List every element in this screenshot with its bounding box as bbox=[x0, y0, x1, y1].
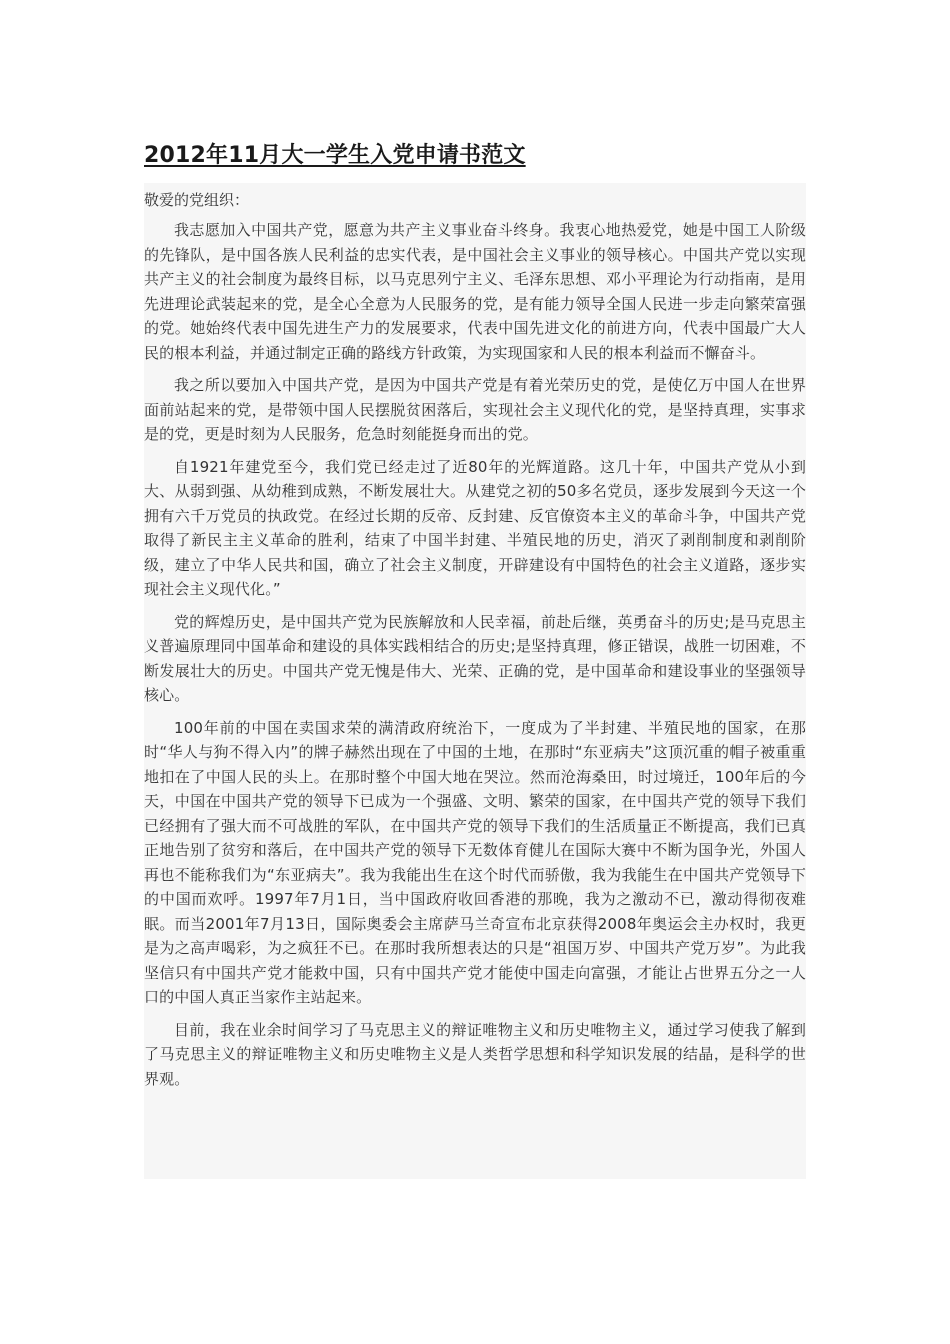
letter-body bbox=[144, 183, 806, 1179]
paragraph-6: 目前，我在业余时间学习了马克思主义的辩证唯物主义和历史唯物主义，通过学习使我了解到了马克思主义的辩证唯物主义和历史唯物主义是人类哲学思想和科学知识发展的结晶，是科学的世界观。 bbox=[144, 1020, 806, 1088]
paragraph-2: 我之所以要加入中国共产党，是因为中国共产党是有着光荣历史的党，是使亿万中国人在世界面前站起来的党，是带领中国人民摆脱贫困落后，实现社会主义现代化的党，是坚持真理，实事求是的党，更是时刻为人民服务，危急时刻能挺身而出的党。 bbox=[144, 376, 806, 443]
paragraph-4: 党的辉煌历史，是中国共产党为民族解放和人民幸福，前赴后继，英勇奋斗的历史;是马克思主义普遍原理同中国革命和建设的具体实践相结合的历史;是坚持真理，修正错误，战胜一切困难，不断发展壮大的历史。中国共产党无愧是伟大、光荣、正确的党，是中国革命和建设事业的坚强领导核心。 bbox=[144, 612, 806, 704]
document-title: 2012年11月大一学生入党申请书范文 bbox=[144, 143, 526, 168]
paragraph-5: 100年前的中国在卖国求荣的满清政府统治下，一度成为了半封建、半殖民地的国家，在那时“华人与狗不得入内”的牌子赫然出现在了中国的土地，在那时“东亚病夫”这顶沉重的帽子被重重地扣在了中国人民的头上。在那时整个中国大地在哭泣。然而沧海桑田，时过境迁，100年后的今天，中国在中国共产党的领导下已成为一个强盛、文明、繁荣的国家，在中国共产党的领导下我们已经拥有了强大而不可战胜的军队，在中国共产党的领导下我们的生活质量正不断提高，我们已真正地告别了贫穷和落后，在中国共产党的领导下无数体育健儿在国际大赛中不断为国争光，外国人再也不能称我们为“东亚病夫”。我为我能出生在这个时代而骄傲，我为我能生在中国共产党领导下的中国而欢呼。1997年7月1日，当中国政府收回香港的那晚，我为之激动不已，激动得彻夜难眠。而当2001年7月13日，国际奥委会主席萨马兰奇宣布北京获得2008年奥运会主办权时，我更是为之高声喝彩，为之疯狂不已。在那时我所想表达的只是“祖国万岁、中国共产党万岁”。为此我坚信只有中国共产党才能救中国，只有中国共产党才能使中国走向富强，才能让占世界五分之一人口的中国人真正当家作主站起来。 bbox=[144, 718, 806, 1006]
paragraph-3: 自1921年建党至今，我们党已经走过了近80年的光辉道路。这几十年，中国共产党从小到大、从弱到强、从幼稚到成熟，不断发展壮大。从建党之初的50多名党员，逐步发展到今天这一个拥有六千万党员的执政党。在经过长期的反帝、反封建、反官僚资本主义的革命斗争，中国共产党取得了新民主主义革命的胜利，结束了中国半封建、半殖民地的历史，消灭了剥削制度和剥削阶级，建立了中华人民共和国，确立了社会主义制度，开辟建设有中国特色的社会主义道路，逐步实现社会主义现代化。” bbox=[144, 457, 806, 598]
salutation: 敬爱的党组织： bbox=[144, 191, 250, 209]
paragraph-1: 我志愿加入中国共产党，愿意为共产主义事业奋斗终身。我衷心地热爱党，她是中国工人阶级的先锋队，是中国各族人民利益的忠实代表，是中国社会主义事业的领导核心。中国共产党以实现共产主义的社会制度为最终目标，以马克思列宁主义、毛泽东思想、邓小平理论为行动指南，是用先进理论武装起来的党，是全心全意为人民服务的党，是有能力领导全国人民进一步走向繁荣富强的党。她始终代表中国先进生产力的发展要求，代表中国先进文化的前进方向，代表中国最广大人民的根本利益，并通过制定正确的路线方针政策，为实现国家和人民的根本利益而不懈奋斗。 bbox=[144, 221, 806, 362]
